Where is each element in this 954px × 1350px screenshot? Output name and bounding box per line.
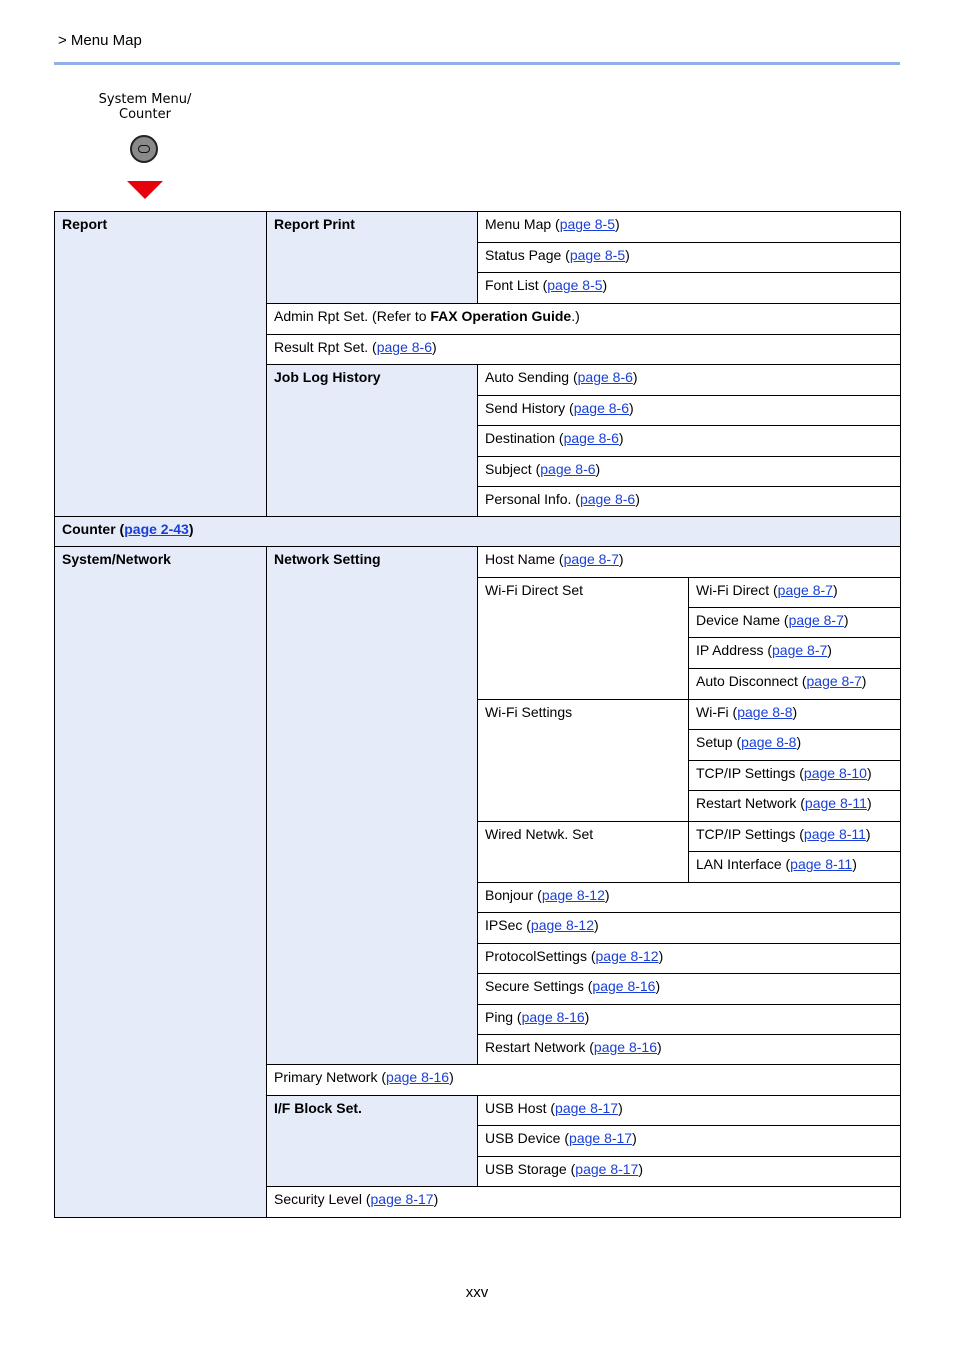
cell-bonjour: Bonjour (page 8-12) — [478, 883, 901, 913]
cell-wifi: Wi-Fi (page 8-8) — [689, 700, 901, 730]
cell-status-page: Status Page (page 8-5) — [478, 243, 901, 273]
protocol-settings-label: ProtocolSettings — [485, 948, 587, 964]
cell-result-rpt-set: Result Rpt Set. (page 8-6) — [267, 335, 901, 365]
result-rpt-label: Result Rpt Set. — [274, 339, 369, 355]
restart-network-wifi-page-link[interactable]: page 8-11 — [804, 795, 867, 811]
cell-counter: Counter (page 2-43) — [55, 517, 901, 547]
menu-map-page-link[interactable]: page 8-5 — [559, 216, 615, 232]
send-history-page-link[interactable]: page 8-6 — [573, 400, 629, 416]
lan-interface-label: LAN Interface — [696, 856, 782, 872]
ip-address-label: IP Address — [696, 642, 764, 658]
wifi-settings-label: Wi-Fi Settings — [485, 704, 573, 720]
cell-job-log-history — [267, 365, 478, 517]
down-arrow-icon — [127, 181, 163, 199]
admin-rpt-text: Admin Rpt Set. (Refer to — [274, 308, 431, 324]
cell-personal-info: Personal Info. (page 8-6) — [478, 487, 901, 517]
font-list-page-link[interactable]: page 8-5 — [547, 277, 603, 293]
lan-interface-page-link[interactable]: page 8-11 — [790, 856, 853, 872]
fax-operation-guide-ref: FAX Operation Guide — [430, 308, 572, 324]
secure-settings-page-link[interactable]: page 8-16 — [592, 978, 656, 994]
auto-disconnect-page-link[interactable]: page 8-7 — [806, 673, 862, 689]
cell-send-history: Send History (page 8-6) — [478, 396, 901, 426]
usb-host-label: USB Host — [485, 1100, 547, 1116]
host-name-page-link[interactable]: page 8-7 — [563, 551, 619, 567]
job-log-history-label: Job Log History — [274, 369, 381, 385]
usb-device-label: USB Device — [485, 1130, 561, 1146]
tcpip-wired-label: TCP/IP Settings — [696, 826, 796, 842]
secure-settings-label: Secure Settings — [485, 978, 584, 994]
system-network-label: System/Network — [62, 551, 171, 567]
wifi-direct-label: Wi-Fi Direct — [696, 582, 770, 598]
primary-network-page-link[interactable]: page 8-16 — [386, 1069, 450, 1085]
auto-disconnect-label: Auto Disconnect — [696, 673, 798, 689]
cell-usb-host: USB Host (page 8-17) — [478, 1096, 901, 1126]
counter-page-link[interactable]: page 2-43 — [124, 521, 189, 537]
tcpip-wifi-label: TCP/IP Settings — [696, 765, 796, 781]
cell-protocol-settings: ProtocolSettings (page 8-12) — [478, 944, 901, 974]
breadcrumb: > Menu Map — [58, 32, 142, 49]
status-page-label: Status Page — [485, 247, 562, 263]
cell-subject: Subject (page 8-6) — [478, 457, 901, 487]
cell-ipsec: IPSec (page 8-12) — [478, 913, 901, 944]
auto-sending-page-link[interactable]: page 8-6 — [577, 369, 633, 385]
cell-admin-rpt-set — [267, 304, 901, 335]
usb-storage-page-link[interactable]: page 8-17 — [575, 1161, 639, 1177]
subject-label: Subject — [485, 461, 532, 477]
network-setting-label: Network Setting — [274, 551, 381, 567]
security-level-label: Security Level — [274, 1191, 362, 1207]
cell-auto-disconnect: Auto Disconnect (page 8-7) — [689, 669, 901, 700]
destination-page-link[interactable]: page 8-6 — [563, 430, 619, 446]
key-label-line2: Counter — [119, 107, 171, 122]
device-name-label: Device Name — [696, 612, 781, 628]
cell-wifi-settings — [478, 700, 689, 822]
cell-ping: Ping (page 8-16) — [478, 1005, 901, 1035]
cell-font-list: Font List (page 8-5) — [478, 273, 901, 304]
usb-device-page-link[interactable]: page 8-17 — [569, 1130, 633, 1146]
cell-usb-storage: USB Storage (page 8-17) — [478, 1157, 901, 1187]
cell-setup: Setup (page 8-8) — [689, 730, 901, 761]
personal-info-page-link[interactable]: page 8-6 — [579, 491, 636, 507]
cell-report — [55, 212, 267, 517]
cell-wired-netwk-set — [478, 822, 689, 883]
key-label — [86, 92, 204, 122]
destination-label: Destination — [485, 430, 556, 446]
cell-tcpip-wired: TCP/IP Settings (page 8-11) — [689, 822, 901, 852]
cell-system-network — [55, 547, 267, 1218]
device-name-page-link[interactable]: page 8-7 — [788, 612, 844, 628]
cell-host-name: Host Name (page 8-7) — [478, 547, 901, 578]
wifi-direct-page-link[interactable]: page 8-7 — [777, 582, 833, 598]
primary-network-label: Primary Network — [274, 1069, 378, 1085]
cell-tcpip-wifi: TCP/IP Settings (page 8-10) — [689, 761, 901, 791]
counter-label: Counter — [62, 521, 116, 537]
cell-network-setting — [267, 547, 478, 1065]
cell-restart-network-wifi: Restart Network (page 8-11) — [689, 791, 901, 822]
usb-host-page-link[interactable]: page 8-17 — [555, 1100, 619, 1116]
tcpip-wifi-page-link[interactable]: page 8-10 — [803, 765, 867, 781]
setup-page-link[interactable]: page 8-8 — [741, 734, 797, 750]
cell-restart-network: Restart Network (page 8-16) — [478, 1035, 901, 1065]
host-name-label: Host Name — [485, 551, 556, 567]
page-number: xxv — [465, 1284, 489, 1301]
restart-network-label: Restart Network — [485, 1039, 586, 1055]
subject-page-link[interactable]: page 8-6 — [540, 461, 596, 477]
cell-auto-sending: Auto Sending (page 8-6) — [478, 365, 901, 396]
wifi-label: Wi-Fi — [696, 704, 729, 720]
cell-if-block-set — [267, 1096, 478, 1187]
restart-network-wifi-label: Restart Network — [696, 795, 797, 811]
key-label-line1: System Menu/ — [98, 92, 192, 107]
menu-map-table — [54, 211, 901, 1218]
wifi-page-link[interactable]: page 8-8 — [737, 704, 793, 720]
ipsec-label: IPSec — [485, 917, 523, 933]
auto-sending-label: Auto Sending — [485, 369, 570, 385]
header-rule — [54, 62, 900, 65]
personal-info-label: Personal Info. — [485, 491, 572, 507]
cell-security-level: Security Level (page 8-17) — [267, 1187, 901, 1218]
cell-wifi-direct-set — [478, 578, 689, 700]
setup-label: Setup — [696, 734, 733, 750]
security-level-page-link[interactable]: page 8-17 — [370, 1191, 434, 1207]
cell-usb-device: USB Device (page 8-17) — [478, 1126, 901, 1157]
ip-address-page-link[interactable]: page 8-7 — [772, 642, 828, 658]
cell-menu-map: Menu Map (page 8-5) — [478, 212, 901, 243]
report-label: Report — [62, 216, 108, 232]
cell-lan-interface: LAN Interface (page 8-11) — [689, 852, 901, 883]
bonjour-page-link[interactable]: page 8-12 — [541, 887, 605, 903]
tcpip-wired-page-link[interactable]: page 8-11 — [803, 826, 866, 842]
restart-network-page-link[interactable]: page 8-16 — [593, 1039, 657, 1055]
if-block-set-label: I/F Block Set. — [274, 1100, 362, 1116]
usb-storage-label: USB Storage — [485, 1161, 567, 1177]
ipsec-page-link[interactable]: page 8-12 — [530, 917, 594, 933]
status-page-page-link[interactable]: page 8-5 — [569, 247, 626, 263]
report-print-label: Report Print — [274, 216, 355, 232]
cell-secure-settings: Secure Settings (page 8-16) — [478, 974, 901, 1005]
ping-page-link[interactable]: page 8-16 — [521, 1009, 585, 1025]
cell-device-name: Device Name (page 8-7) — [689, 608, 901, 638]
cell-ip-address: IP Address (page 8-7) — [689, 638, 901, 669]
send-history-label: Send History — [485, 400, 566, 416]
result-rpt-page-link[interactable]: page 8-6 — [376, 339, 432, 355]
cell-report-print — [267, 212, 478, 304]
cell-wifi-direct: Wi-Fi Direct (page 8-7) — [689, 578, 901, 608]
font-list-label: Font List — [485, 277, 539, 293]
wired-netwk-set-label: Wired Netwk. Set — [485, 826, 594, 842]
cell-primary-network: Primary Network (page 8-16) — [267, 1065, 901, 1096]
wifi-direct-set-label: Wi-Fi Direct Set — [485, 582, 583, 598]
admin-rpt-close: .) — [571, 308, 580, 324]
protocol-settings-page-link[interactable]: page 8-12 — [595, 948, 659, 964]
menu-map-label: Menu Map — [485, 216, 552, 232]
ping-label: Ping — [485, 1009, 514, 1025]
system-menu-counter-key-icon — [130, 135, 158, 163]
bonjour-label: Bonjour — [485, 887, 534, 903]
cell-destination: Destination (page 8-6) — [478, 426, 901, 457]
